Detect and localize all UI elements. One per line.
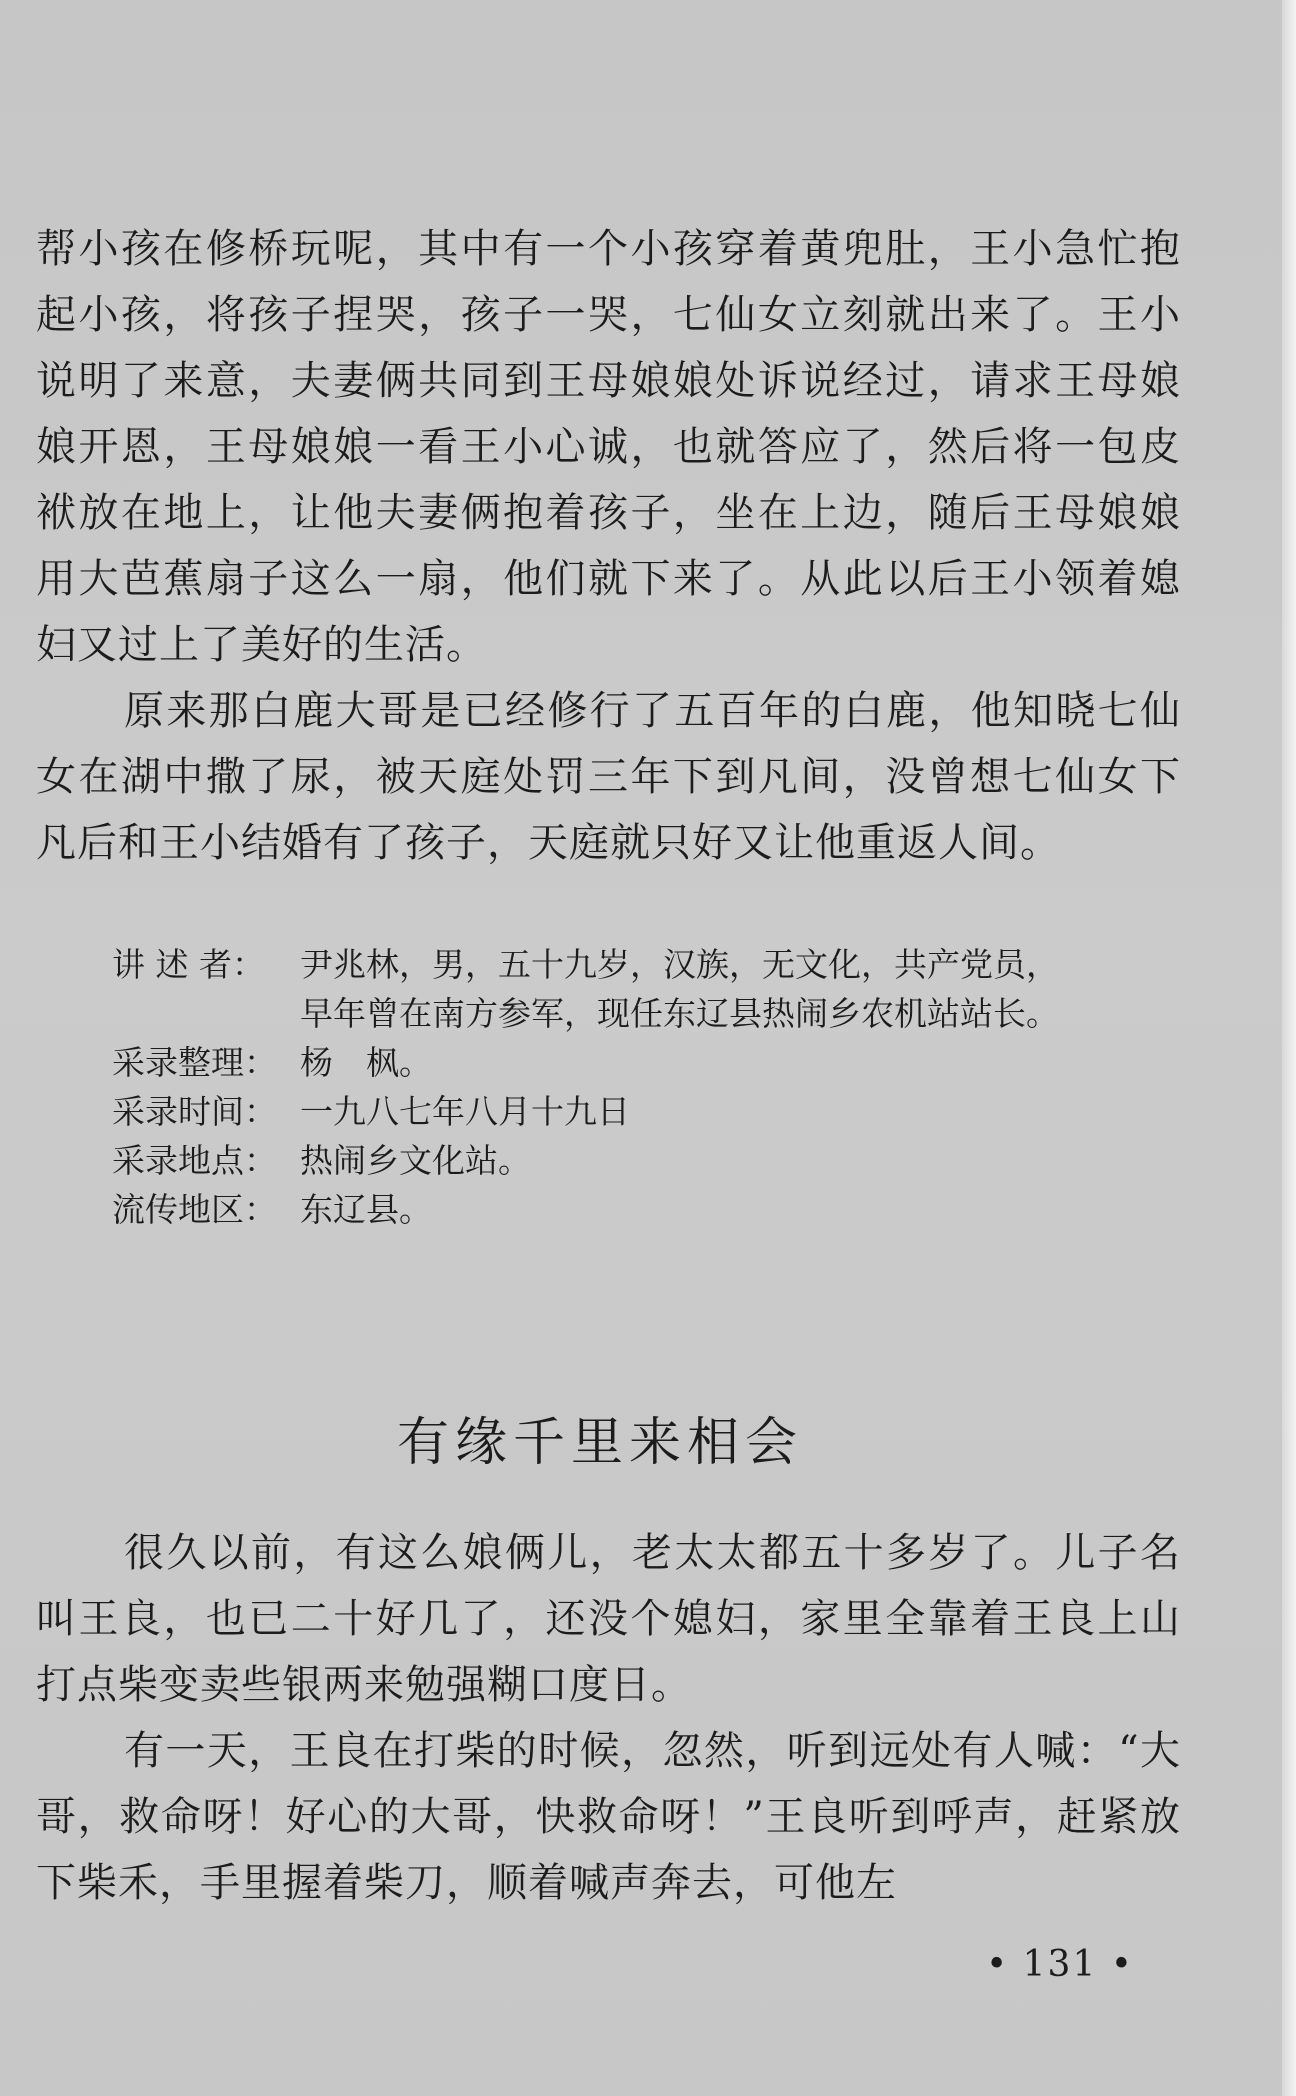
place-value: 热闹乡文化站。 — [300, 1141, 531, 1180]
region-row — [112, 1185, 1192, 1234]
narrator-label: 讲 述 者： — [112, 945, 265, 984]
page-edge — [1282, 0, 1296, 2096]
region-value: 东辽县。 — [300, 1190, 432, 1229]
time-value: 一九八七年八月十九日 — [300, 1092, 630, 1131]
paragraph: 帮小孩在修桥玩呢，其中有一个小孩穿着黄兜肚，王小急忙抱起小孩，将孩子捏哭，孩子一哭，七仙女立刻就出来了。王小说明了来意，夫妻俩共同到王母娘娘处诉说经过，请求王母娘娘开恩，王母娘娘一看王小心诚，也就答应了，然后将一包皮袱放在地上，让他夫妻俩抱着孩子，坐在上边，随后王母娘娘用大芭蕉扇子这么一扇，他们就下来了。从此以后王小领着媳妇又过上了美好的生活。 — [36, 226, 1181, 668]
previous-story-ending — [36, 216, 1181, 678]
paragraph: 很久以前，有这么娘俩儿，老太太都五十多岁了。儿子名叫王良，也已二十好几了，还没个媳妇，家里全靠着王良上山打点柴变卖些银两来勉强糊口度日。 — [36, 1530, 1181, 1708]
page-number: • 131 • — [985, 1944, 1135, 1985]
paragraph: 原来那白鹿大哥是已经修行了五百年的白鹿，他知晓七仙女在湖中撒了尿，被天庭处罚三年下到凡间，没曾想七仙女下凡后和王小结婚有了孩子，天庭就只好又让他重返人间。 — [36, 688, 1181, 866]
narrator-line-2: 早年曾在南方参军，现任东辽县热闹乡农机站站长。 — [300, 994, 1059, 1033]
collector-value: 杨 枫。 — [300, 1043, 432, 1082]
paragraph: 有一天，王良在打柴的时候，忽然，听到远处有人喊：“大哥，救命呀！好心的大哥，快救命呀！”王良听到呼声，赶紧放下柴禾，手里握着柴刀，顺着喊声奔去，可他左 — [36, 1728, 1181, 1906]
collector-row — [112, 1038, 1192, 1087]
collector-label: 采录整理： — [112, 1043, 277, 1082]
region-label: 流传地区： — [112, 1190, 277, 1229]
time-label: 采录时间： — [112, 1092, 277, 1131]
place-row — [112, 1136, 1192, 1185]
story-body — [36, 1520, 1181, 1916]
place-label: 采录地点： — [112, 1141, 277, 1180]
collection-info — [112, 940, 1192, 1234]
narrator-line-1: 尹兆林，男，五十九岁，汉族，无文化，共产党员， — [300, 945, 1059, 984]
story-title: 有缘千里来相会 — [396, 1413, 803, 1473]
narrator-row — [112, 940, 1192, 1038]
deer-explanation — [36, 678, 1181, 876]
time-row — [112, 1087, 1192, 1136]
narrator-value — [300, 940, 1192, 1038]
